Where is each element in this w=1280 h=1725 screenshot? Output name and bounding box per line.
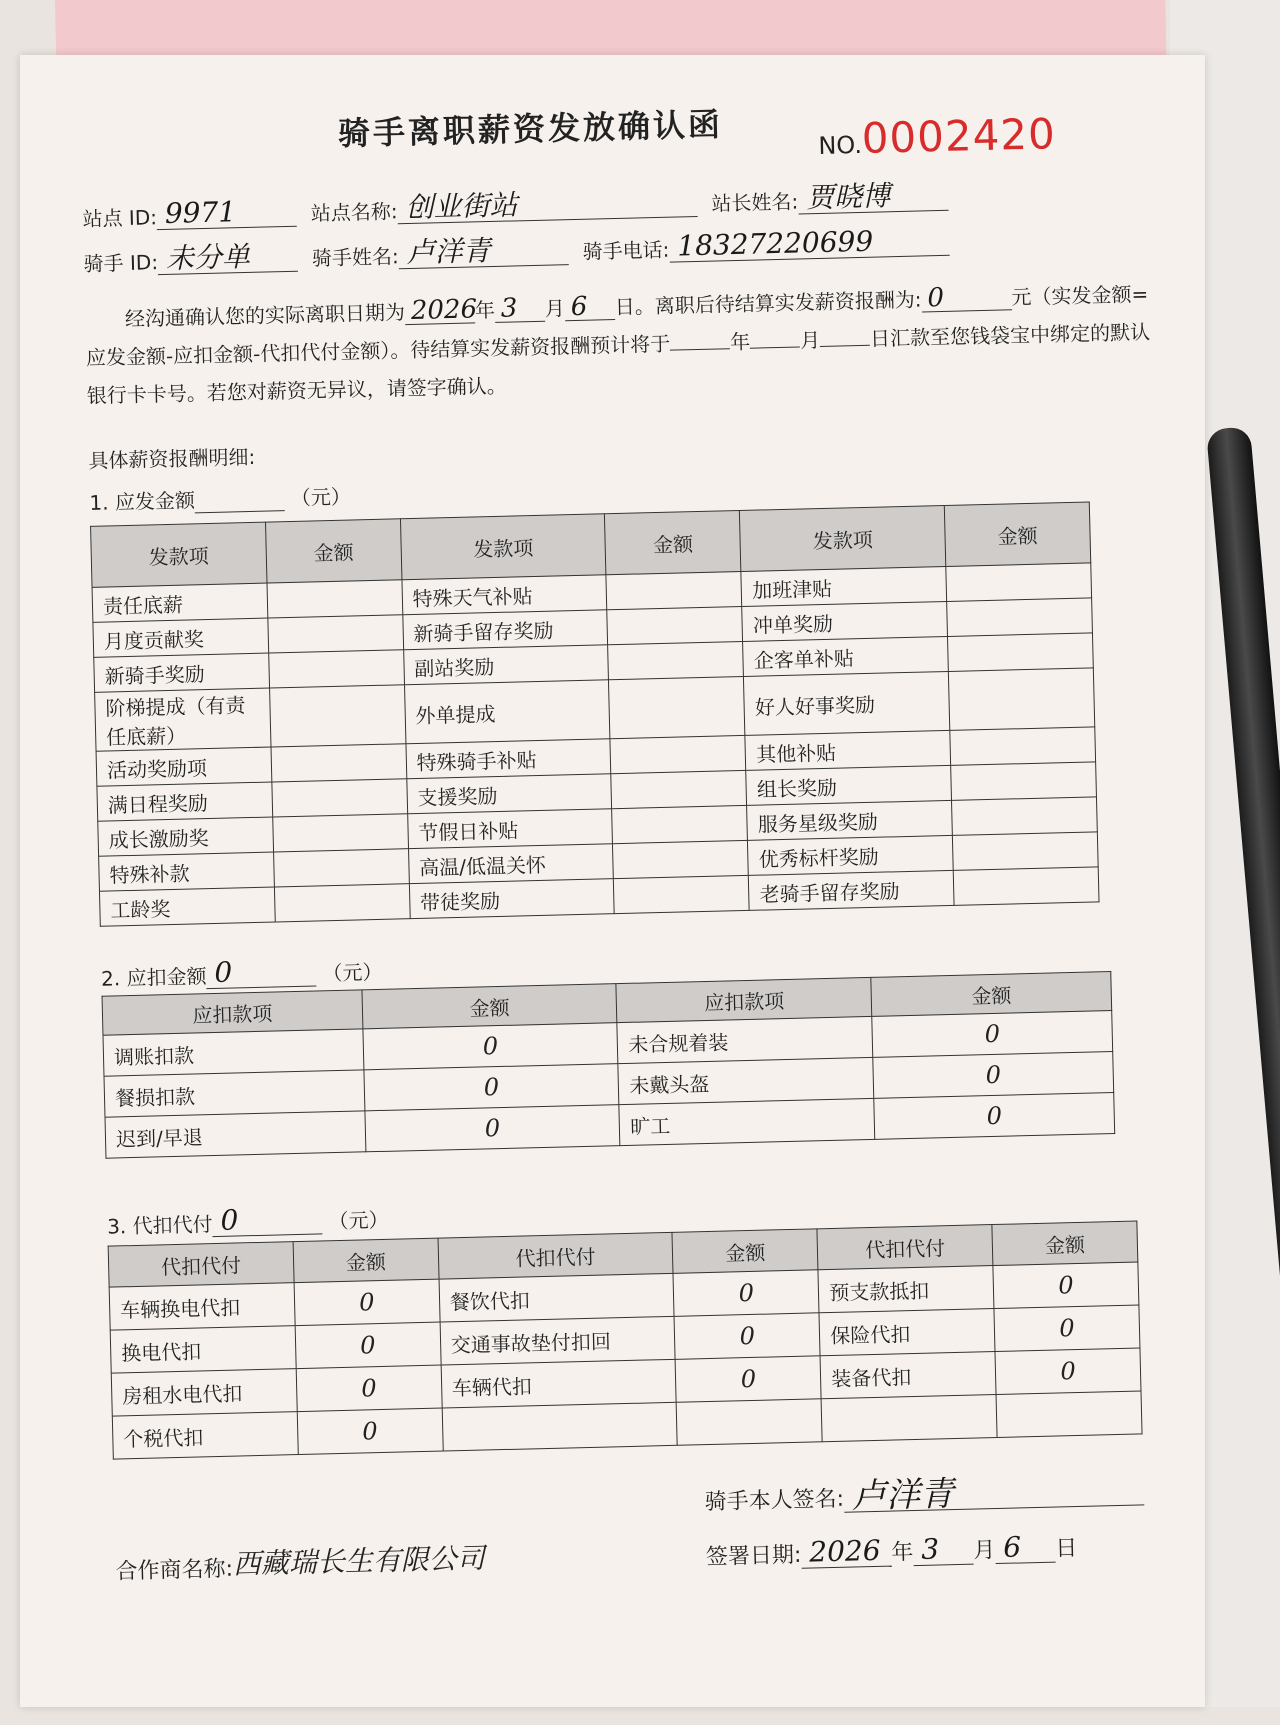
column-header: 应扣款项 bbox=[616, 977, 872, 1022]
rider-name-field[interactable]: 卢洋青 bbox=[398, 234, 569, 269]
amount-cell[interactable]: 0 bbox=[296, 1365, 442, 1412]
para-text-3: 元（实发金额=应发金额-应扣金额-代扣代付金额）。待结算实发薪资报酬预计将于 bbox=[85, 281, 1149, 370]
leave-year-field[interactable]: 2026 bbox=[405, 296, 476, 325]
amount-cell[interactable] bbox=[947, 598, 1093, 637]
item-cell: 外单提成 bbox=[404, 680, 610, 744]
section2-label: 2. 应扣金额 bbox=[100, 964, 207, 991]
amount-cell[interactable] bbox=[953, 867, 1099, 906]
pay-day-field[interactable] bbox=[820, 320, 871, 347]
amount-cell[interactable] bbox=[607, 606, 743, 644]
item-cell: 调账扣款 bbox=[103, 1029, 364, 1076]
deduction-table bbox=[102, 971, 1116, 1159]
column-header: 金额 bbox=[293, 1238, 439, 1283]
station-id-label: 站点 ID: bbox=[82, 205, 158, 231]
section1-unit: （元） bbox=[290, 484, 352, 510]
item-cell: 冲单奖励 bbox=[742, 601, 948, 641]
rider-sign-block bbox=[704, 1474, 1145, 1571]
item-cell: 餐饮代扣 bbox=[439, 1273, 675, 1322]
column-header: 代扣代付 bbox=[817, 1225, 993, 1270]
partner-label: 合作商名称: bbox=[115, 1556, 234, 1585]
para-pay-year-unit: 年 bbox=[729, 329, 751, 355]
item-cell: 服务星级奖励 bbox=[747, 800, 953, 840]
section3-unit: （元） bbox=[328, 1207, 389, 1234]
section3-label: 3. 代扣代付 bbox=[106, 1212, 213, 1239]
rider-signature-field[interactable]: 卢洋青 bbox=[844, 1474, 1145, 1512]
item-cell: 迟到/早退 bbox=[105, 1111, 366, 1158]
document-sheet bbox=[20, 55, 1205, 1707]
amount-cell[interactable] bbox=[948, 633, 1094, 672]
amount-cell[interactable] bbox=[952, 797, 1098, 836]
item-cell: 预支款抵扣 bbox=[818, 1266, 994, 1313]
amount-cell[interactable] bbox=[951, 762, 1097, 801]
serial-value: 0002420 bbox=[861, 109, 1057, 163]
section1-total-field[interactable] bbox=[194, 481, 285, 513]
amount-cell[interactable] bbox=[614, 875, 750, 913]
amount-cell[interactable] bbox=[269, 685, 405, 747]
column-header: 发款项 bbox=[740, 505, 946, 571]
sign-row bbox=[704, 1474, 1144, 1516]
column-header: 发款项 bbox=[91, 522, 267, 587]
amount-cell[interactable]: 0 bbox=[364, 1064, 620, 1111]
withholding-table bbox=[108, 1220, 1143, 1459]
item-cell: 满日程奖励 bbox=[97, 782, 273, 821]
column-header: 金额 bbox=[871, 972, 1112, 1017]
amount-cell[interactable] bbox=[269, 650, 405, 688]
amount-cell[interactable]: 0 bbox=[294, 1279, 440, 1326]
column-header: 代扣代付 bbox=[108, 1242, 294, 1288]
signature-footer bbox=[114, 1474, 1146, 1585]
amount-cell[interactable]: 0 bbox=[872, 1011, 1113, 1058]
manager-name-label: 站长姓名: bbox=[711, 189, 799, 216]
station-name-field[interactable]: 创业街站 bbox=[397, 186, 698, 224]
partner-name-field[interactable]: 西藏瑞长生有限公司 bbox=[232, 1541, 486, 1581]
para-text-1: 经沟通确认您的实际离职日期为 bbox=[124, 300, 406, 331]
column-header: 金额 bbox=[672, 1229, 818, 1274]
item-cell: 车辆换电代扣 bbox=[109, 1283, 295, 1331]
amount-cell[interactable]: 0 bbox=[995, 1348, 1141, 1395]
amount-cell[interactable] bbox=[609, 676, 745, 738]
item-cell: 房租水电代扣 bbox=[111, 1369, 297, 1417]
column-header: 金额 bbox=[944, 502, 1090, 567]
sign-day-unit: 日 bbox=[1055, 1536, 1078, 1562]
item-cell: 保险代扣 bbox=[819, 1309, 995, 1356]
pay-month-field[interactable] bbox=[750, 321, 801, 348]
amount-cell[interactable]: 0 bbox=[993, 1262, 1139, 1309]
item-cell: 餐损扣款 bbox=[104, 1070, 365, 1117]
item-cell: 副站奖励 bbox=[403, 645, 609, 685]
item-cell: 支援奖励 bbox=[407, 774, 613, 814]
item-cell: 老骑手留存奖励 bbox=[749, 870, 955, 910]
item-cell: 优秀标杆奖励 bbox=[748, 835, 954, 875]
item-cell: 车辆代扣 bbox=[441, 1359, 677, 1408]
amount-cell[interactable] bbox=[274, 884, 410, 922]
sign-month-field[interactable]: 3 bbox=[913, 1534, 974, 1566]
amount-cell[interactable] bbox=[948, 668, 1094, 731]
item-cell: 交通事故垫付扣回 bbox=[440, 1316, 676, 1365]
column-header: 金额 bbox=[362, 984, 618, 1029]
item-cell: 旷工 bbox=[619, 1098, 875, 1145]
amount-cell[interactable] bbox=[606, 571, 742, 609]
amount-cell[interactable] bbox=[677, 1399, 823, 1446]
rider-id-field[interactable]: 未分单 bbox=[158, 241, 299, 275]
amount-cell[interactable]: 0 bbox=[297, 1408, 443, 1455]
amount-cell[interactable] bbox=[267, 580, 403, 618]
station-name-label: 站点名称: bbox=[310, 199, 398, 226]
detail-label: 具体薪资报酬明细: bbox=[88, 444, 256, 473]
column-header: 应扣款项 bbox=[102, 990, 363, 1035]
item-cell: 好人好事奖励 bbox=[744, 671, 950, 735]
item-cell: 特殊天气补贴 bbox=[402, 575, 608, 615]
section3-total-field[interactable]: 0 bbox=[212, 1203, 323, 1237]
item-cell: 带徒奖励 bbox=[409, 879, 615, 919]
item-cell: 组长奖励 bbox=[746, 765, 952, 805]
document-title: 骑手离职薪资发放确认函 bbox=[337, 105, 724, 153]
amount-cell[interactable] bbox=[272, 779, 408, 817]
sign-date-label: 签署日期: bbox=[705, 1542, 802, 1571]
sign-day-field[interactable]: 6 bbox=[995, 1532, 1056, 1564]
item-cell: 责任底薪 bbox=[92, 583, 268, 622]
item-cell: 月度贡献奖 bbox=[93, 618, 269, 657]
amount-cell[interactable] bbox=[608, 641, 744, 679]
para-pay-month-unit: 月 bbox=[799, 327, 821, 353]
rider-phone-field[interactable]: 18327220699 bbox=[669, 225, 950, 263]
manager-name-field[interactable]: 贾晓博 bbox=[798, 180, 949, 215]
amount-cell[interactable] bbox=[952, 832, 1098, 871]
item-cell: 特殊骑手补贴 bbox=[406, 739, 612, 779]
amount-cell[interactable]: 0 bbox=[673, 1270, 819, 1317]
gross-pay-table bbox=[90, 501, 1099, 926]
section2-total-field[interactable]: 0 bbox=[206, 955, 317, 989]
item-cell: 未戴头盔 bbox=[618, 1057, 874, 1104]
amount-cell[interactable]: 0 bbox=[676, 1356, 822, 1403]
column-header: 金额 bbox=[605, 511, 741, 575]
leave-day-field[interactable]: 6 bbox=[565, 293, 616, 321]
pay-year-field[interactable] bbox=[670, 323, 731, 350]
confirmation-paragraph bbox=[85, 273, 1212, 414]
leave-month-field[interactable]: 3 bbox=[495, 295, 546, 323]
item-cell: 企客单补贴 bbox=[743, 636, 949, 676]
item-cell: 换电代扣 bbox=[110, 1326, 296, 1374]
amount-cell[interactable] bbox=[610, 735, 746, 773]
amount-cell[interactable]: 0 bbox=[363, 1023, 619, 1070]
column-header: 金额 bbox=[265, 519, 401, 583]
sign-year-unit: 年 bbox=[891, 1540, 914, 1566]
item-cell: 高温/低温关怀 bbox=[408, 844, 614, 884]
amount-cell[interactable]: 0 bbox=[295, 1322, 441, 1369]
para-day-unit: 日。 bbox=[614, 294, 656, 319]
amount-cell[interactable] bbox=[950, 727, 1096, 766]
station-id-field[interactable]: 9971 bbox=[156, 196, 297, 230]
rider-name-label: 骑手姓名: bbox=[311, 244, 399, 271]
amount-cell[interactable]: 0 bbox=[674, 1313, 820, 1360]
item-cell: 活动奖励项 bbox=[96, 747, 272, 786]
item-cell: 新骑手奖励 bbox=[94, 653, 270, 692]
serial-number bbox=[818, 109, 1057, 164]
item-cell: 工龄奖 bbox=[99, 887, 275, 926]
column-header: 代扣代付 bbox=[438, 1232, 674, 1279]
amount-cell[interactable] bbox=[613, 840, 749, 878]
item-cell: 个税代扣 bbox=[112, 1412, 298, 1460]
column-header: 金额 bbox=[992, 1221, 1138, 1266]
item-cell: 新骑手留存奖励 bbox=[402, 610, 608, 650]
amount-cell[interactable] bbox=[273, 849, 409, 887]
para-year-unit: 年 bbox=[474, 297, 496, 323]
item-cell: 加班津贴 bbox=[741, 566, 947, 606]
item-cell: 成长激励奖 bbox=[98, 817, 274, 856]
sign-date-row bbox=[706, 1529, 1146, 1571]
sign-label: 骑手本人签名: bbox=[704, 1486, 845, 1516]
item-cell: 未合规着装 bbox=[617, 1016, 873, 1063]
amount-cell[interactable]: 0 bbox=[874, 1093, 1115, 1140]
item-cell: 其他补贴 bbox=[745, 730, 951, 770]
para-pay-day-unit: 日 bbox=[869, 326, 891, 351]
sign-year-field[interactable]: 2026 bbox=[801, 1536, 892, 1569]
para-text-2: 离职后待结算实发薪资报酬为: bbox=[654, 287, 922, 319]
rider-id-label: 骑手 ID: bbox=[83, 250, 159, 276]
document-content bbox=[80, 88, 1241, 1586]
amount-cell[interactable] bbox=[268, 615, 404, 653]
section1-label: 1. 应发金额 bbox=[89, 488, 196, 515]
net-amount-field[interactable]: 0 bbox=[921, 283, 1012, 312]
sign-month-unit: 月 bbox=[973, 1538, 996, 1564]
item-cell bbox=[821, 1394, 997, 1441]
amount-cell[interactable]: 0 bbox=[365, 1105, 621, 1152]
partner-block bbox=[115, 1531, 485, 1586]
amount-cell[interactable] bbox=[996, 1391, 1142, 1438]
amount-cell[interactable] bbox=[946, 563, 1092, 602]
section2-unit: （元） bbox=[322, 959, 383, 986]
item-cell: 阶梯提成（有责任底薪） bbox=[95, 688, 271, 751]
amount-cell[interactable] bbox=[611, 770, 747, 808]
amount-cell[interactable] bbox=[271, 744, 407, 782]
amount-cell[interactable] bbox=[612, 805, 748, 843]
item-cell: 特殊补款 bbox=[99, 852, 275, 891]
rider-phone-label: 骑手电话: bbox=[582, 237, 670, 264]
para-text-4: 汇款至您钱袋宝中绑定的默认银行卡卡号。若您对薪资无异议，请签字确认。 bbox=[86, 319, 1151, 408]
item-cell bbox=[442, 1402, 678, 1451]
item-cell: 节假日补贴 bbox=[407, 809, 613, 849]
amount-cell[interactable]: 0 bbox=[994, 1305, 1140, 1352]
serial-prefix: NO. bbox=[818, 130, 863, 160]
para-month-unit: 月 bbox=[544, 296, 566, 321]
item-cell: 装备代扣 bbox=[820, 1352, 996, 1399]
amount-cell[interactable] bbox=[273, 814, 409, 852]
amount-cell[interactable]: 0 bbox=[873, 1052, 1114, 1099]
column-header: 发款项 bbox=[400, 514, 606, 580]
